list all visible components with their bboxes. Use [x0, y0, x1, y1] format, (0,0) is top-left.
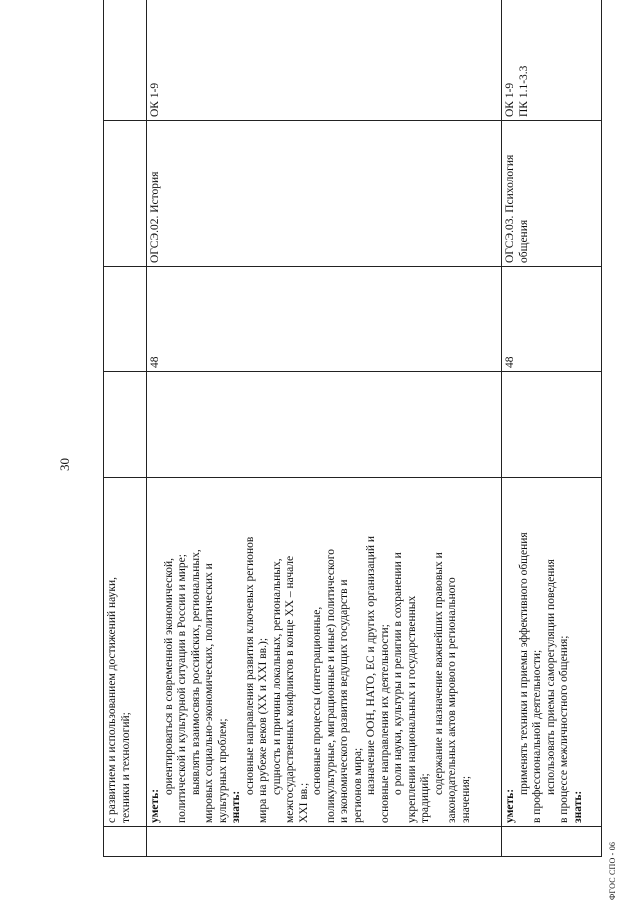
requirement-line: назначение ООН, НАТО, ЕС и других организаций и — [365, 535, 377, 795]
empty-cell — [147, 372, 502, 478]
competency-table — [103, 0, 602, 857]
requirement-line: законодательных актов мирового и регионального — [446, 577, 458, 823]
requirement-line: ориентироваться в современной экономической, — [162, 558, 175, 795]
requirement-line: содержание и назначение важнейших правовых и — [432, 552, 445, 795]
requirement-line: знать: — [571, 790, 584, 823]
requirement-line: XXI вв.; — [297, 782, 310, 823]
requirement-line: межгосударственных конфликтов в конце XX – начале — [284, 555, 296, 823]
requirements-cell — [502, 478, 602, 827]
discipline-cell: ОГСЭ.03. Психология общения — [502, 121, 602, 267]
discipline-cell: ОГСЭ.02. История — [147, 121, 502, 267]
requirement-line: уметь: — [504, 788, 516, 823]
requirement-line: с развитием и использованием достижений науки, — [106, 576, 118, 823]
competencies-cell: ОК 1-9 ПК 1.1-3.3 — [502, 0, 602, 121]
code-cell — [104, 827, 147, 857]
code-cell — [502, 827, 602, 857]
requirement-line: основные процессы (интеграционные, — [311, 606, 323, 795]
requirement-line: использовать приемы саморегуляции поведения — [544, 559, 557, 795]
requirement-line: выявлять взаимосвязь российских, региональных, — [189, 549, 202, 795]
requirement-line: традиций; — [419, 773, 431, 823]
empty-cell — [502, 372, 602, 478]
page-number: 30 — [57, 458, 72, 471]
competencies-cell: ОК 1-9 — [147, 0, 502, 121]
requirement-line: поликультурные, миграционные и иные) политического — [324, 549, 337, 823]
requirements-cell — [147, 478, 502, 827]
requirement-line: в процессе межличностного общения; — [558, 635, 570, 823]
requirement-line: политической и культурной ситуации в России и мире; — [176, 554, 188, 823]
requirement-line: культурных проблем; — [216, 718, 229, 823]
table-row — [104, 0, 147, 857]
table-row — [502, 0, 602, 857]
requirement-line: регионов мира; — [351, 747, 364, 823]
requirement-line: мира на рубеже веков (XX и XXI вв.); — [257, 637, 269, 823]
requirement-line: укреплении национальных и государственных — [405, 595, 418, 823]
requirement-line: значения; — [459, 775, 472, 823]
requirement-line: уметь: — [149, 788, 161, 823]
empty-cell — [104, 372, 147, 478]
hours-cell: 48 — [502, 267, 602, 372]
hours-cell — [104, 267, 147, 372]
requirement-line: знать: — [230, 790, 242, 823]
footer-code: ФГОС СПО - 06 — [608, 841, 617, 900]
requirement-line: применять техники и приемы эффективного общения — [517, 532, 530, 795]
competencies-cell — [104, 0, 147, 121]
requirement-line: в профессиональной деятельности; — [531, 649, 543, 823]
requirement-line: о роли науки, культуры и религии в сохранении и — [392, 552, 404, 795]
requirement-line: основные направления их деятельности; — [378, 624, 391, 823]
requirements-cell — [104, 478, 147, 827]
requirement-line: мировых социально-экономических, политических и — [203, 563, 215, 823]
requirement-line: и экономического развития ведущих государств и — [338, 579, 350, 823]
discipline-cell — [104, 121, 147, 267]
hours-cell: 48 — [147, 267, 502, 372]
requirement-line: сущность и причины локальных, региональных, — [270, 558, 283, 795]
table-row — [147, 0, 502, 857]
code-cell — [147, 827, 502, 857]
requirement-line: техники и технологий; — [119, 712, 132, 823]
requirement-line: основные направления развития ключевых регионов — [243, 536, 256, 795]
